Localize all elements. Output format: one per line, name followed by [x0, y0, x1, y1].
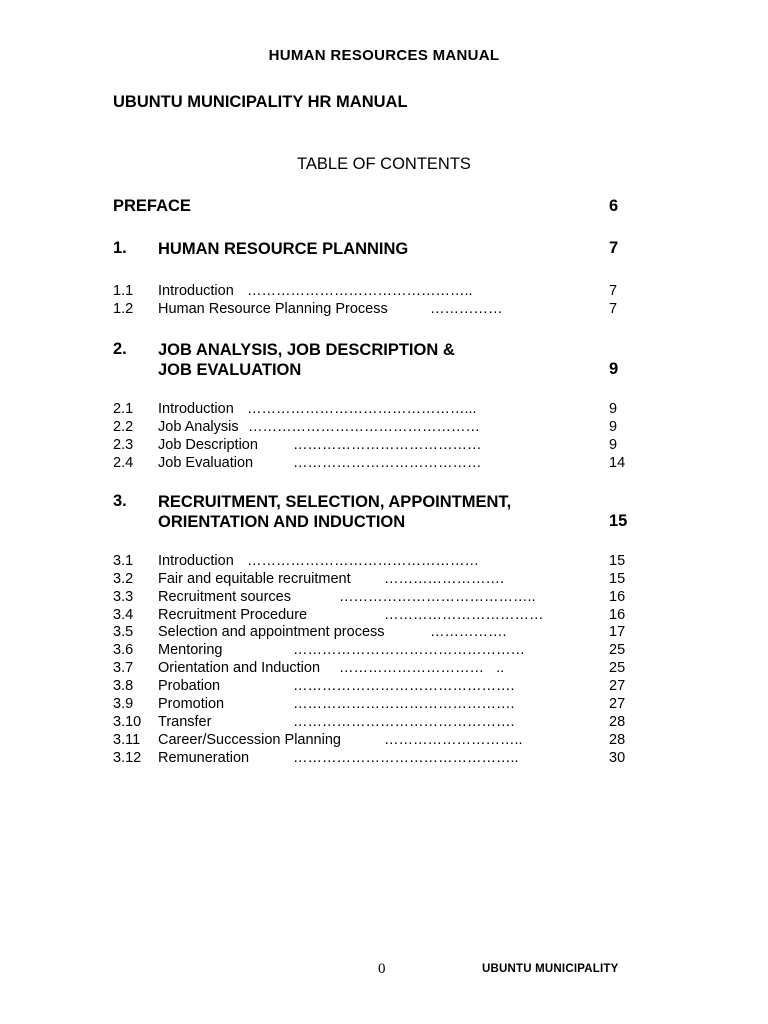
toc-item-title: Recruitment sources [158, 589, 291, 605]
toc-item-page: 17 [609, 624, 626, 640]
toc-item-title: Probation [158, 678, 221, 694]
toc-item-title: Introduction [158, 553, 234, 569]
toc-item-number: 3.3 [113, 589, 134, 605]
toc-item-page: 28 [609, 714, 626, 730]
toc-item-page: 15 [609, 553, 626, 569]
toc-item-page: 16 [609, 607, 626, 623]
toc-item-leader: ………………………………….. [339, 589, 536, 605]
toc-item-page: 27 [609, 678, 626, 694]
toc-item-page: 15 [609, 571, 626, 587]
toc-item-page: 25 [609, 660, 626, 676]
section-2-number: 2. [113, 340, 127, 358]
toc-item-leader: ………………………………………... [247, 401, 477, 417]
toc-item-number: 3.8 [113, 678, 134, 694]
toc-item-title: Introduction [158, 283, 234, 299]
toc-item-title: Orientation and Induction [158, 660, 321, 676]
toc-item-leader: ………………………………………… [293, 642, 525, 658]
toc-item-leader: ……………………. [384, 571, 505, 587]
toc-item-page: 27 [609, 696, 626, 712]
toc-item-page: 14 [609, 455, 626, 471]
section-2-page: 9 [609, 360, 619, 378]
section-3-page: 15 [609, 512, 628, 530]
toc-item-title: Recruitment Procedure [158, 607, 308, 623]
toc-item-page: 9 [609, 419, 618, 435]
toc-item-number: 3.7 [113, 660, 134, 676]
toc-item-number: 3.2 [113, 571, 134, 587]
toc-item-title: Job Evaluation [158, 455, 254, 471]
toc-item-title: Human Resource Planning Process [158, 301, 388, 317]
toc-item-number: 1.1 [113, 283, 134, 299]
footer-page-number: 0 [378, 961, 386, 977]
toc-item-number: 3.11 [113, 732, 141, 748]
toc-item-page: 9 [609, 437, 618, 453]
toc-item-leader: ………………………………………… [247, 553, 479, 569]
toc-item-number: 2.1 [113, 401, 134, 417]
toc-item-number: 3.10 [113, 714, 142, 730]
toc-item-title: Fair and equitable recruitment [158, 571, 351, 587]
preface-title: PREFACE [113, 197, 191, 215]
section-2-title-line-1: JOB ANALYSIS, JOB DESCRIPTION & [158, 341, 455, 359]
toc-item-leader: …………… [430, 301, 503, 317]
toc-item-leader: ………………………………………. [293, 714, 515, 730]
header-title: HUMAN RESOURCES MANUAL [268, 47, 500, 64]
toc-item-leader: ………………………………………. [293, 678, 515, 694]
section-3-number: 3. [113, 492, 127, 510]
toc-item-page: 7 [609, 283, 618, 299]
toc-item-page: 25 [609, 642, 626, 658]
toc-item-number: 3.12 [113, 750, 142, 766]
toc-item-title: Career/Succession Planning [158, 732, 341, 748]
toc-item-title: Transfer [158, 714, 212, 730]
footer-organization: UBUNTU MUNICIPALITY [482, 963, 619, 975]
section-1-title: HUMAN RESOURCE PLANNING [158, 240, 409, 258]
toc-item-page: 30 [609, 750, 626, 766]
toc-item-leader: ……………………….. [384, 732, 523, 748]
toc-item-leader: ………………………… .. [339, 660, 505, 676]
toc-item-number: 1.2 [113, 301, 134, 317]
toc-item-leader: ……………………………………….. [293, 750, 519, 766]
toc-item-number: 2.3 [113, 437, 134, 453]
toc-item-title: Job Description [158, 437, 258, 453]
toc-item-leader: …………………………… [384, 607, 544, 623]
toc-item-number: 2.4 [113, 455, 134, 471]
toc-item-title: Mentoring [158, 642, 223, 658]
toc-item-number: 3.4 [113, 607, 134, 623]
toc-item-number: 3.9 [113, 696, 134, 712]
toc-item-title: Remuneration [158, 750, 250, 766]
toc-item-number: 3.6 [113, 642, 134, 658]
toc-item-title: Introduction [158, 401, 234, 417]
preface-page: 6 [609, 197, 619, 215]
toc-item-page: 7 [609, 301, 618, 317]
section-1-number: 1. [113, 239, 127, 257]
toc-item-leader: ………………………………………. [293, 696, 515, 712]
section-2-title-line-2: JOB EVALUATION [158, 361, 302, 379]
toc-item-page: 16 [609, 589, 626, 605]
toc-item-page: 9 [609, 401, 618, 417]
toc-item-leader: ………………………………… [293, 455, 482, 471]
toc-item-number: 3.5 [113, 624, 134, 640]
toc-item-leader: ……………. [430, 624, 507, 640]
toc-item-leader: ……………………………………….. [247, 283, 473, 299]
section-3-title-line-1: RECRUITMENT, SELECTION, APPOINTMENT, [158, 493, 512, 511]
toc-heading: TABLE OF CONTENTS [297, 155, 471, 173]
toc-item-title: Job Analysis [158, 419, 239, 435]
toc-item-page: 28 [609, 732, 626, 748]
section-3-title-line-2: ORIENTATION AND INDUCTION [158, 513, 406, 531]
toc-item-title: Promotion [158, 696, 225, 712]
document-title: UBUNTU MUNICIPALITY HR MANUAL [113, 93, 408, 111]
toc-item-number: 3.1 [113, 553, 134, 569]
toc-item-leader: ………………………………………… [248, 419, 480, 435]
toc-item-title: Selection and appointment process [158, 624, 385, 640]
toc-item-number: 2.2 [113, 419, 134, 435]
toc-item-leader: ………………………………… [293, 437, 482, 453]
section-1-page: 7 [609, 239, 619, 257]
